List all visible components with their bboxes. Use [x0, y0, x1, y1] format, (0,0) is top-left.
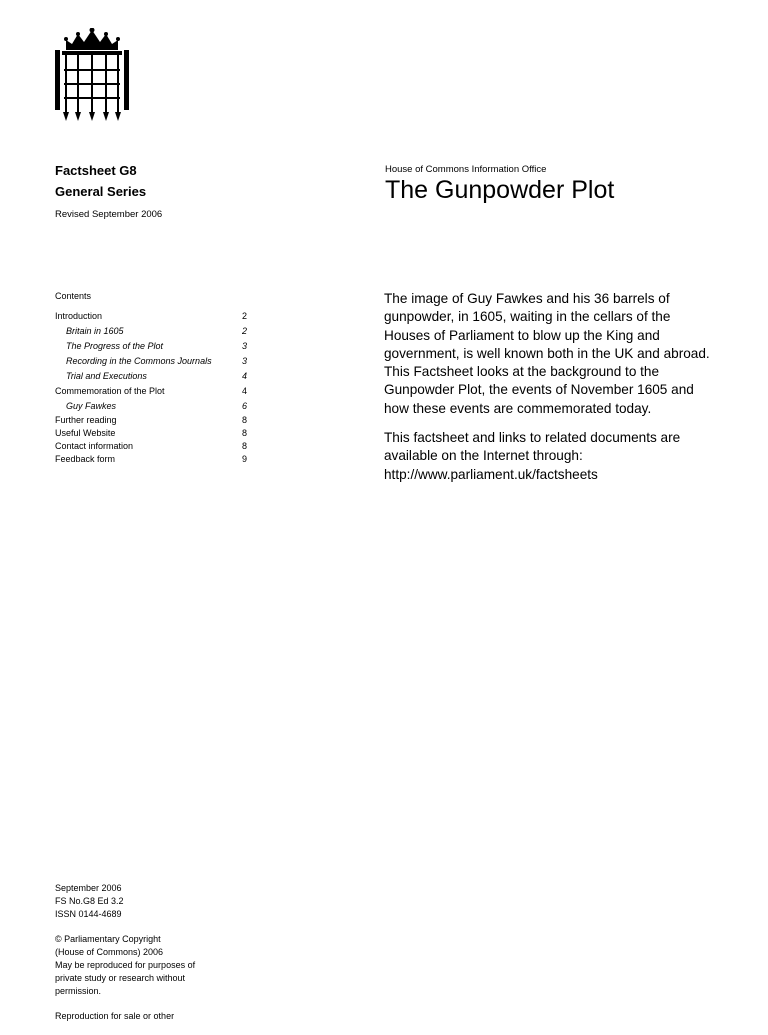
- toc-item[interactable]: [55, 427, 247, 440]
- copyright-line: (House of Commons) 2006: [55, 947, 164, 957]
- toc-item[interactable]: [55, 453, 247, 466]
- office-name: House of Commons Information Office: [385, 164, 547, 175]
- toc-item-label: Introduction: [55, 311, 103, 321]
- issn: ISSN 0144-4689: [55, 909, 122, 919]
- table-of-contents: [55, 291, 247, 466]
- publication-date: September 2006: [55, 883, 122, 893]
- toc-item[interactable]: [55, 354, 247, 369]
- intro-text: [384, 290, 720, 495]
- toc-item-page: 4: [241, 386, 247, 396]
- toc-item[interactable]: [55, 369, 247, 384]
- toc-item[interactable]: [55, 324, 247, 339]
- factsheets-link[interactable]: http://www.parliament.uk/factsheets: [384, 466, 598, 482]
- toc-item[interactable]: [55, 384, 247, 399]
- toc-item-page: 8: [241, 428, 247, 438]
- toc-item[interactable]: [55, 309, 247, 324]
- copyright-line: May be reproduced for purposes of: [55, 960, 196, 970]
- toc-item-label: Trial and Executions: [66, 371, 147, 381]
- toc-item-page: 8: [241, 441, 247, 451]
- toc-item-page: 3: [241, 356, 247, 366]
- toc-item-page: 3: [241, 341, 247, 351]
- page-title: The Gunpowder Plot: [385, 176, 615, 204]
- toc-item-label: Contact information: [55, 441, 134, 451]
- factsheet-series: General Series: [55, 184, 147, 199]
- portcullis-crown-icon: [52, 28, 132, 122]
- availability-text: This factsheet and links to related documents are available on the Internet through:: [384, 430, 681, 464]
- publication-footer: [55, 882, 235, 1035]
- copyright-line: private study or research without: [55, 973, 186, 983]
- toc-item-label: Useful Website: [55, 428, 116, 438]
- toc-item-label: Guy Fawkes: [66, 401, 117, 411]
- factsheet-number: Factsheet G8: [55, 163, 137, 178]
- toc-item-label: Britain in 1605: [66, 326, 124, 336]
- copyright-line: permission.: [55, 986, 102, 996]
- toc-item-label: Further reading: [55, 415, 117, 425]
- toc-item-page: 4: [241, 371, 247, 381]
- toc-item[interactable]: [55, 440, 247, 453]
- toc-item-page: 2: [241, 326, 247, 336]
- fs-number: FS No.G8 Ed 3.2: [55, 896, 124, 906]
- availability-paragraph: [384, 429, 720, 484]
- revised-date: Revised September 2006: [55, 209, 163, 220]
- intro-paragraph: The image of Guy Fawkes and his 36 barrels of gunpowder, in 1605, waiting in the cellars of the Houses of Parliament to blow up the King and government, is well known both in the UK and abroad. This Factsheet looks at the background to the Gunpowder Plot, the events of November 1605 and how these events are commemorated today.: [384, 291, 710, 416]
- publication-details: [55, 882, 235, 921]
- toc-item-label: The Progress of the Plot: [66, 341, 164, 351]
- toc-item-label: Commemoration of the Plot: [55, 386, 165, 396]
- reproduction-line: Reproduction for sale or other: [55, 1011, 175, 1021]
- contents-heading: Contents: [55, 291, 92, 301]
- copyright-line: © Parliamentary Copyright: [55, 934, 161, 944]
- toc-item[interactable]: [55, 399, 247, 414]
- toc-item-page: 9: [241, 454, 247, 464]
- toc-item[interactable]: [55, 414, 247, 427]
- copyright-notice: [55, 933, 235, 998]
- reproduction-notice: [55, 1010, 235, 1023]
- toc-item[interactable]: [55, 339, 247, 354]
- toc-item-label: Recording in the Commons Journals: [66, 356, 212, 366]
- toc-item-page: 2: [241, 311, 247, 321]
- toc-item-label: Feedback form: [55, 454, 116, 464]
- toc-item-page: 8: [241, 415, 247, 425]
- toc-item-page: 6: [241, 401, 247, 411]
